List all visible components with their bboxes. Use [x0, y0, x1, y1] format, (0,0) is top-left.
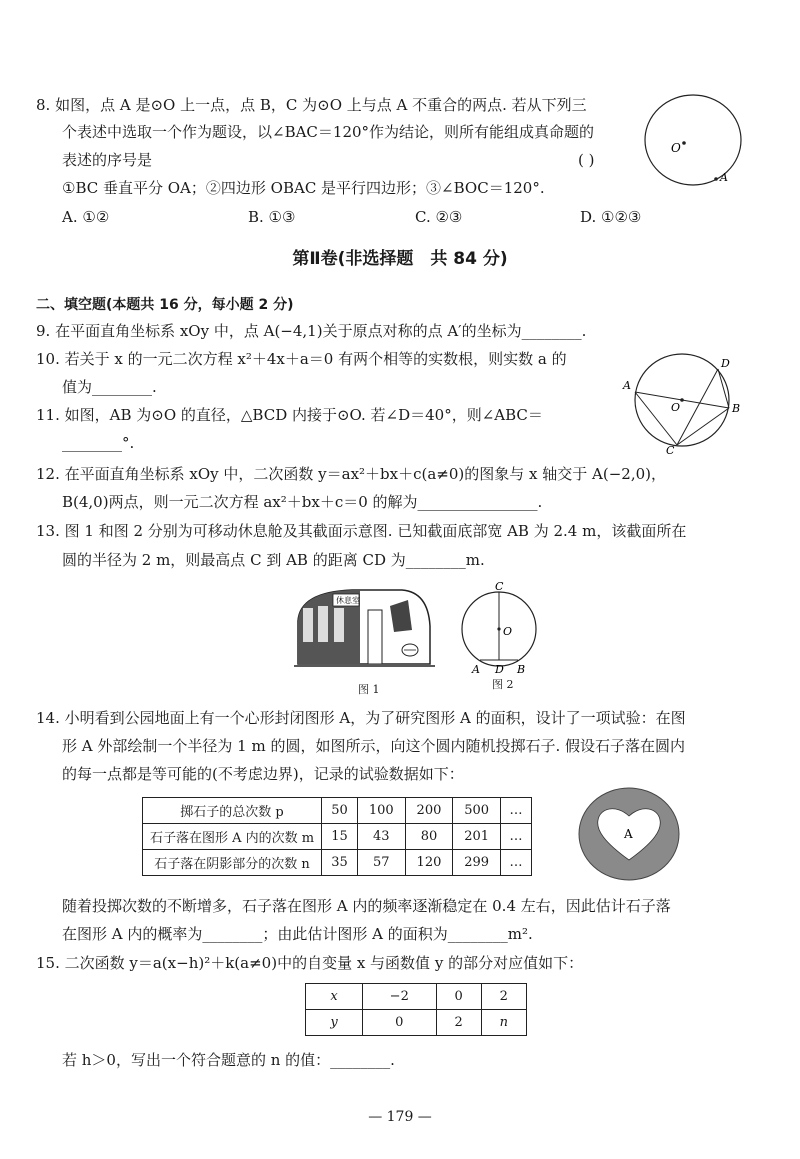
q8-label-o: O — [671, 141, 681, 155]
table-cell: 掷石子的总次数 p — [143, 798, 322, 824]
table-row — [306, 984, 527, 1010]
q11-circle-figure — [615, 345, 745, 455]
q15-after: 若 h＞0，写出一个符合题意的 n 的值：________. — [62, 1051, 395, 1069]
q13-label-c: C — [495, 580, 504, 593]
table-cell: 15 — [322, 824, 358, 850]
q13-label-o: O — [503, 625, 513, 638]
q14-line-2: 形 A 外部绘制一个半径为 1 m 的圆，如图所示，向这个圆内随机投掷石子. 假设石子落在圆内 — [62, 737, 685, 755]
q12-line-2: B(4,0)两点，则一元二次方程 ax²＋bx＋c＝0 的解为________________. — [62, 493, 543, 511]
q14-table — [142, 797, 532, 876]
table-cell: 0 — [363, 1010, 437, 1036]
q9: 9. 在平面直角坐标系 xOy 中，点 A(−4,1)关于原点对称的点 A′的坐标为________. — [36, 322, 587, 340]
table-row — [143, 798, 532, 824]
section-title: 第Ⅱ卷(非选择题 共 84 分) — [292, 249, 508, 269]
q8-line-1: 8. 如图，点 A 是⊙O 上一点，点 B，C 为⊙O 上与点 A 不重合的两点. 若从下列三 — [36, 96, 587, 114]
table-cell: … — [500, 824, 531, 850]
table-cell: x — [306, 984, 363, 1010]
q11-label-c: C — [666, 444, 675, 455]
q8-option-b: B. ①③ — [248, 208, 296, 226]
q14-line-1: 14. 小明看到公园地面上有一个心形封闭图形 A，为了研究图形 A 的面积，设计了一项试验：在图 — [36, 709, 686, 727]
q11-line-2: ________°. — [62, 434, 135, 452]
table-cell: 120 — [405, 850, 453, 876]
table-cell: −2 — [363, 984, 437, 1010]
table-cell: 2 — [481, 984, 526, 1010]
q13-fig1-caption: 图 1 — [358, 683, 380, 696]
q10-line-2: 值为________. — [62, 378, 157, 396]
q11-label-d: D — [721, 357, 730, 370]
q8-option-c: C. ②③ — [415, 208, 463, 226]
q13-fig2-caption: 图 2 — [492, 678, 514, 691]
table-cell: y — [306, 1010, 363, 1036]
table-cell: 2 — [436, 1010, 481, 1036]
table-cell: … — [500, 798, 531, 824]
table-cell: 201 — [453, 824, 501, 850]
table-cell: … — [500, 850, 531, 876]
q8-label-a: A — [720, 171, 728, 184]
q8-answer-blank: ( ) — [578, 151, 595, 169]
q13-label-b: B — [517, 663, 526, 676]
table-cell: 100 — [357, 798, 405, 824]
table-cell: 35 — [322, 850, 358, 876]
q13-line-2: 圆的半径为 2 m，则最高点 C 到 AB 的距离 CD 为________m. — [62, 551, 485, 569]
q13-label-a: A — [472, 663, 480, 676]
q10-line-1: 10. 若关于 x 的一元二次方程 x²＋4x＋a＝0 有两个相等的实数根，则实数 a 的 — [36, 350, 567, 368]
table-cell: 50 — [322, 798, 358, 824]
q8-line-2: 个表述中选取一个作为题设，以∠BAC＝120°作为结论，则所有能组成真命题的 — [62, 123, 595, 141]
q11-label-a: A — [623, 379, 631, 392]
q14-heart-label: A — [624, 827, 633, 841]
q8-option-d: D. ①②③ — [580, 208, 642, 226]
q15: 15. 二次函数 y＝a(x−h)²＋k(a≠0)中的自变量 x 与函数值 y 的部分对应值如下： — [36, 954, 584, 972]
q14-line-3: 的每一点都是等可能的(不考虑边界)，记录的试验数据如下： — [62, 765, 464, 783]
page-number: — 179 — — [368, 1109, 432, 1125]
table-cell: n — [481, 1010, 526, 1036]
table-cell: 石子落在阴影部分的次数 n — [143, 850, 322, 876]
q8-circle-figure — [630, 92, 750, 197]
q15-table — [305, 983, 527, 1036]
q8-line-4: ①BC 垂直平分 OA；②四边形 OBAC 是平行四边形；③∠BOC＝120°. — [62, 179, 545, 197]
table-cell: 57 — [357, 850, 405, 876]
q13-label-d: D — [495, 663, 504, 676]
q13-capsule-figure — [290, 586, 440, 684]
q14-after-line-2: 在图形 A 内的概率为________；由此估计图形 A 的面积为________m². — [62, 925, 533, 943]
table-cell: 500 — [453, 798, 501, 824]
fill-section-heading: 二、填空题(本题共 16 分，每小题 2 分) — [36, 297, 294, 313]
table-row — [143, 850, 532, 876]
q14-after-line-1: 随着投掷次数的不断增多，石子落在图形 A 内的频率逐渐稳定在 0.4 左右，因此估计石子落 — [62, 897, 671, 915]
q12-line-1: 12. 在平面直角坐标系 xOy 中，二次函数 y＝ax²＋bx＋c(a≠0)的图象与 x 轴交于 A(−2,0)， — [36, 465, 666, 483]
q11-label-b: B — [732, 402, 741, 415]
table-cell: 200 — [405, 798, 453, 824]
table-cell: 43 — [357, 824, 405, 850]
table-row — [143, 824, 532, 850]
table-cell: 0 — [436, 984, 481, 1010]
q8-option-a: A. ①② — [62, 208, 110, 226]
q11-label-o: O — [671, 401, 681, 414]
table-cell: 299 — [453, 850, 501, 876]
q13-room-sign: 休息室 — [336, 596, 360, 605]
table-cell: 石子落在图形 A 内的次数 m — [143, 824, 322, 850]
q14-heart-figure — [574, 784, 684, 884]
q13-section-figure — [455, 580, 545, 680]
q8-line-3: 表述的序号是 — [62, 151, 153, 169]
q13-line-1: 13. 图 1 和图 2 分别为可移动休息舱及其截面示意图. 已知截面底部宽 AB 为 2.4 m，该截面所在 — [36, 522, 687, 540]
table-row — [306, 1010, 527, 1036]
table-cell: 80 — [405, 824, 453, 850]
q11-line-1: 11. 如图，AB 为⊙O 的直径，△BCD 内接于⊙O. 若∠D＝40°，则∠ABC＝ — [36, 406, 543, 424]
